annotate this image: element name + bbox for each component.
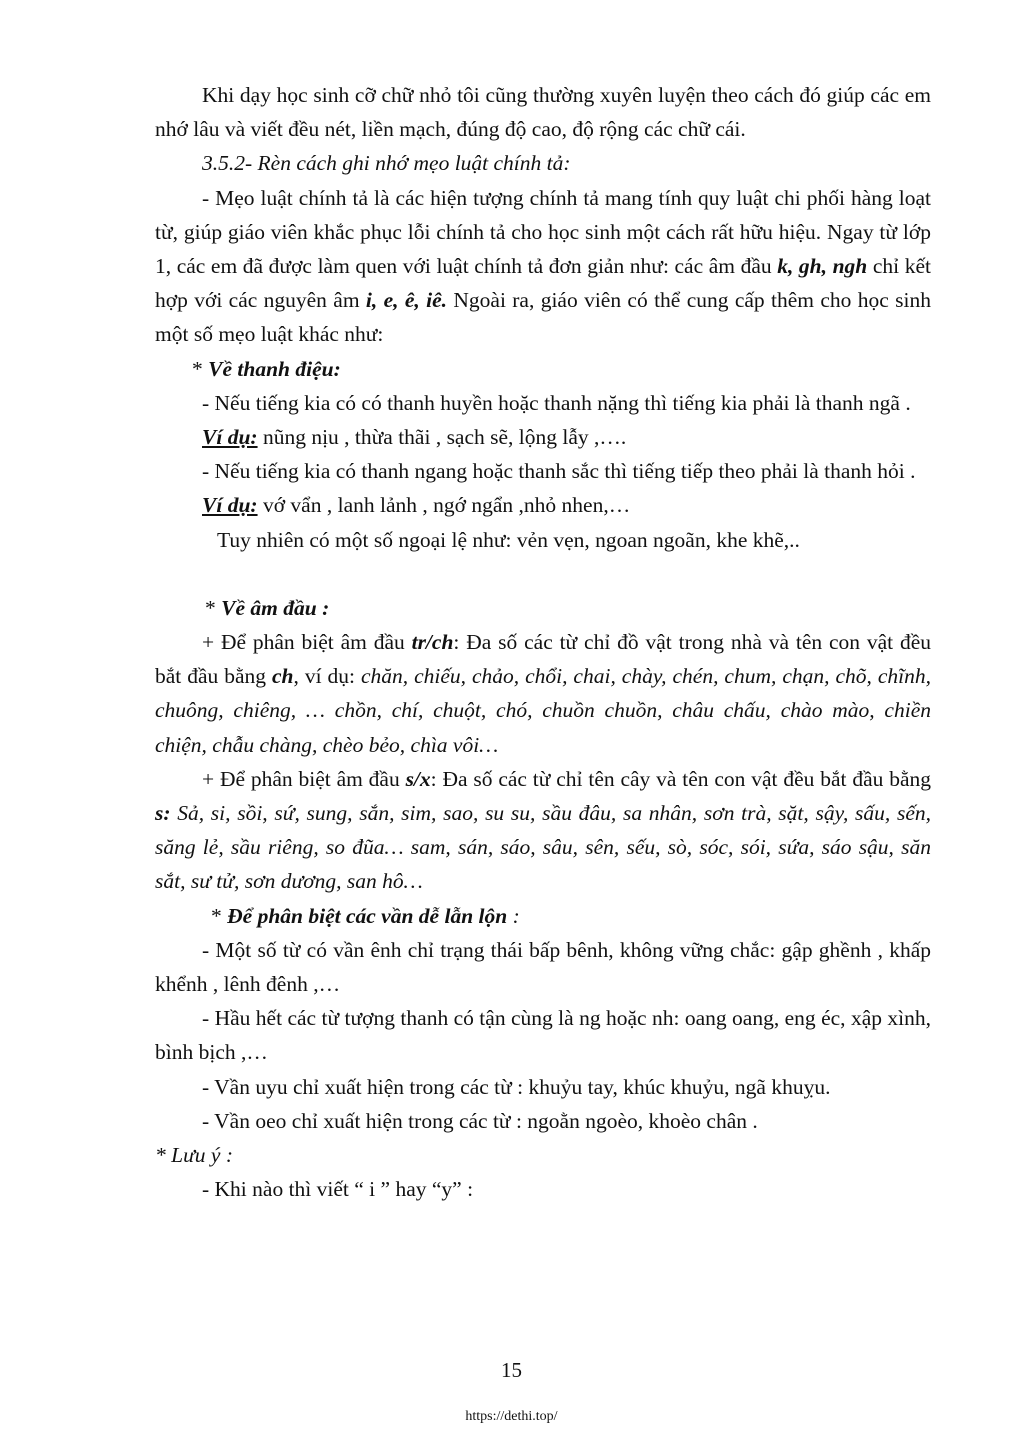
section-heading-3-5-2: 3.5.2- Rèn cách ghi nhớ mẹo luật chính tả: (202, 151, 571, 176)
emphasis-s: s: (155, 801, 171, 826)
rule-tr-ch (155, 625, 931, 762)
tone-example-2 (155, 488, 931, 522)
bullet-star: * (205, 595, 222, 620)
subheading-rhymes-label: Để phân biệt các vần dễ lẫn lộn (227, 903, 508, 928)
tone-exception: Tuy nhiên có một số ngoại lệ như: vẻn vẹn, ngoan ngoãn, khe khẽ,.. (217, 527, 800, 552)
example-text: vớ vẩn , lanh lảnh , ngớ ngẩn ,nhỏ nhen,… (257, 493, 631, 518)
subheading-initial-label: Về âm đầu : (221, 595, 330, 620)
paragraph-intro: Khi dạy học sinh cỡ chữ nhỏ tôi cũng thường xuyên luyện theo cách đó giúp các em nhớ lâu và viết đều nét, liền mạch, đúng độ cao, độ rộng các chữ cái. (155, 83, 931, 142)
text: - Mẹo luật chính tả là các hiện tượng chính tả mang tính quy luật chi phối hàng loạt từ, giúp giáo viên khắc phục lỗi chính tả cho học sinh một cách rất hữu hiệu. Ngay từ lớp 1, các em đã được làm quen với luật chính tả đơn giản như: các âm đầu (155, 185, 931, 279)
tone-rule-1: - Nếu tiếng kia có có thanh huyền hoặc thanh nặng thì tiếng kia phải là thanh ngã . (202, 390, 911, 415)
text: : Đa số các từ chỉ đồ vật trong nhà và tên con vật đều bắt đầu bằng (155, 630, 931, 689)
tone-rule-2: - Nếu tiếng kia có thanh ngang hoặc thanh sắc thì tiếng tiếp theo phải là thanh hỏi . (202, 459, 916, 484)
rhyme-rule-2: - Hầu hết các từ tượng thanh có tận cùng là ng hoặc nh: oang oang, eng éc, xập xình, bình bịch ,… (155, 1006, 931, 1065)
note-heading: * Lưu ý : (155, 1143, 234, 1168)
text: + Để phân biệt âm đầu (202, 630, 412, 655)
rhyme-rule-4: - Vần oeo chỉ xuất hiện trong các từ : ngoằn ngoèo, khoèo chân . (202, 1108, 758, 1133)
footer-url: https://dethi.top/ (465, 1409, 558, 1424)
text: Ngoài ra, giáo viên có thể cung cấp thêm cho học sinh một số mẹo luật khác như: (155, 288, 931, 347)
examples-ch: chăn, chiếu, chảo, chổi, chai, chày, chén, chum, chạn, chõ, chĩnh, chuông, chiêng, … chồn, chí, chuột, chó, chuồn chuồn, châu chấu, chào mào, chiền chiện, chẫu chàng, chèo bẻo, chìa vôi… (155, 664, 931, 757)
tone-example-1 (155, 420, 931, 454)
bullet-star: * (192, 356, 209, 381)
rule-s-x (155, 762, 931, 899)
text: + Để phân biệt âm đầu (202, 766, 406, 791)
rhyme-rule-3: - Vần uyu chỉ xuất hiện trong các từ : khuỷu tay, khúc khuỷu, ngã khuỵu. (202, 1074, 831, 1099)
text: , ví dụ: (293, 664, 361, 689)
spacer (155, 557, 931, 591)
text: chỉ kết hợp với các nguyên âm (155, 254, 931, 313)
paragraph-spelling-rules (155, 181, 931, 352)
example-label: Ví dụ: (202, 425, 258, 450)
examples-s: Sả, si, sồi, sứ, sung, sắn, sim, sao, su su, sầu đâu, sa nhân, sơn trà, sặt, sậy, sấu, sến, săng lẻ, sầu riêng, so đũa… sam, sán, sáo, sâu, sên, sếu, sò, sóc, sói, sứa, sáo sậu, săn sắt, sư tử, sơn dương, san hô… (155, 801, 931, 894)
rhyme-rule-1: - Một số từ có vần ênh chỉ trạng thái bấp bênh, không vững chắc: gập ghềnh , khấp khểnh , lênh đênh ,… (155, 937, 931, 997)
i-y-rule: - Khi nào thì viết “ i ” hay “y” : (202, 1177, 474, 1202)
subheading-rhymes (155, 899, 931, 933)
example-text: nũng nịu , thừa thãi , sạch sẽ, lộng lẫy ,…. (257, 425, 627, 450)
emphasis-tr-ch: tr/ch (411, 630, 454, 655)
emphasis-vowels: i, e, ê, iê. (365, 288, 448, 313)
emphasis-consonants: k, gh, ngh (777, 254, 868, 279)
colon: : (507, 903, 520, 928)
text: : Đa số các từ chỉ tên cây và tên con vật đều bắt đầu bằng (430, 766, 931, 791)
emphasis-s-x: s/x (405, 766, 431, 791)
example-label: Ví dụ: (202, 493, 258, 518)
bullet-star: * (211, 903, 228, 928)
document-body (155, 78, 931, 1207)
page-number: 15 (501, 1358, 522, 1382)
subheading-tones (155, 352, 931, 386)
subheading-initial-consonants (155, 591, 931, 625)
subheading-tones-label: Về thanh điệu: (208, 356, 341, 381)
emphasis-ch: ch (271, 664, 294, 689)
